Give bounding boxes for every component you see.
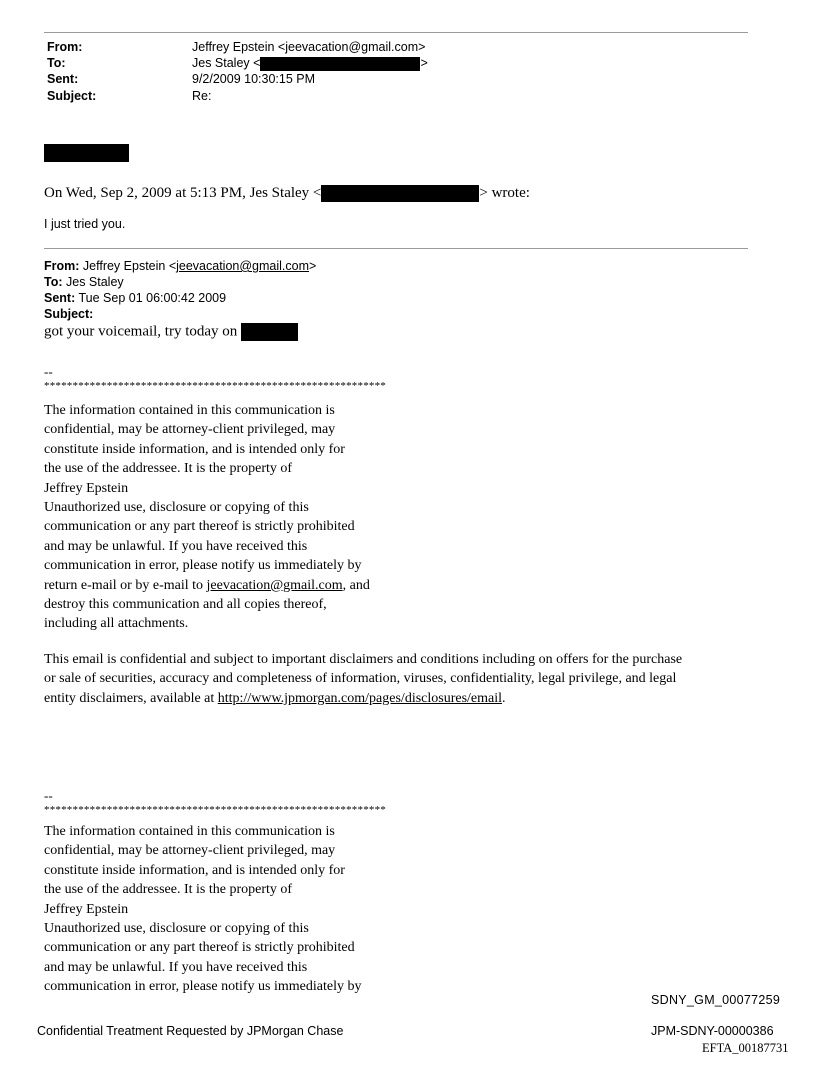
sig-stars: ************************************************************ xyxy=(44,380,386,392)
to-value xyxy=(192,56,428,71)
sig-stars: ************************************************************ xyxy=(44,804,386,816)
fwd-from-name: Jeffrey Epstein < xyxy=(79,259,177,273)
jpm-notice-line: This email is confidential and subject to important disclaimers and conditions including on offers for the purchase xyxy=(44,652,683,667)
redaction-box xyxy=(321,185,479,202)
to-suffix: > xyxy=(420,56,428,70)
fwd-from-email-link[interactable]: jeevacation@gmail.com xyxy=(176,259,310,273)
fwd-sent-label: Sent: xyxy=(44,291,76,305)
bates-sdny: SDNY_GM_00077259 xyxy=(651,993,781,1007)
from-label: From: xyxy=(47,40,83,54)
subject-value: Re: xyxy=(192,89,212,103)
disclaimer-line: Unauthorized use, disclosure or copying of this xyxy=(44,500,309,516)
fwd-from-label: From: xyxy=(44,259,80,273)
return-suffix: , and xyxy=(342,577,370,593)
disclaimer-line: Unauthorized use, disclosure or copying of this xyxy=(44,921,309,937)
fwd-sent xyxy=(44,291,226,306)
disclaimer-line: the use of the addressee. It is the property of xyxy=(44,461,293,477)
disclaimer-lines xyxy=(44,401,370,634)
reply-attribution xyxy=(44,185,530,202)
return-prefix: return e-mail or by e-mail to xyxy=(44,577,207,593)
fwd-subject-label: Subject: xyxy=(44,307,94,321)
jpm-disclosures-link[interactable]: http://www.jpmorgan.com/pages/disclosures/email xyxy=(217,690,503,706)
disclaimer-line: communication or any part thereof is strictly prohibited xyxy=(44,940,355,956)
disclaimer-line: constitute inside information, and is intended only for xyxy=(44,441,345,457)
top-divider xyxy=(44,32,748,33)
disclaimer-lines xyxy=(44,822,361,997)
disclaimer-line: Jeffrey Epstein xyxy=(44,480,129,496)
subject-label: Subject: xyxy=(47,89,97,103)
redaction-box xyxy=(260,57,420,71)
disclaimer-line: communication or any part thereof is strictly prohibited xyxy=(44,519,355,535)
fwd-sent-value: Tue Sep 01 06:00:42 2009 xyxy=(75,291,227,305)
fwd-to-label: To: xyxy=(44,275,63,289)
jpm-notice xyxy=(44,650,682,708)
fwd-from xyxy=(44,259,316,274)
reply-suffix: > wrote: xyxy=(479,185,530,201)
bates-efta: EFTA_00187731 xyxy=(702,1041,789,1055)
jpm-notice-prefix: entity disclaimers, available at xyxy=(44,690,218,706)
disclaimer-line: The information contained in this communication is xyxy=(44,824,335,839)
jpm-notice-line xyxy=(44,689,682,708)
jpm-notice-line: or sale of securities, accuracy and completeness of information, viruses, confidentiality, legal privilege, and legal xyxy=(44,671,677,687)
to-label: To: xyxy=(47,56,66,70)
disclaimer-line: and may be unlawful. If you have received this xyxy=(44,959,308,975)
disclaimer-line: confidential, may be attorney-client privileged, may xyxy=(44,843,336,859)
disclaimer-line: destroy this communication and all copies thereof, xyxy=(44,597,327,613)
sent-value: 9/2/2009 10:30:15 PM xyxy=(192,72,316,86)
bates-jpm: JPM-SDNY-00000386 xyxy=(651,1024,774,1038)
disclaimer-email-link[interactable]: jeevacation@gmail.com xyxy=(206,577,343,593)
disclaimer-return-line xyxy=(44,576,370,595)
sig-dashes: -- xyxy=(44,788,53,803)
disclaimer-line: confidential, may be attorney-client privileged, may xyxy=(44,422,336,438)
jpm-notice-suffix: . xyxy=(502,690,506,706)
fwd-subject xyxy=(44,307,93,322)
sig-dashes: -- xyxy=(44,364,53,379)
disclaimer-line: The information contained in this communication is xyxy=(44,403,335,418)
to-prefix: Jes Staley < xyxy=(192,56,261,70)
redaction-box xyxy=(241,323,298,341)
fwd-body xyxy=(44,323,298,341)
quote-divider xyxy=(44,248,748,249)
disclaimer-line: communication in error, please notify us immediately by xyxy=(44,979,362,995)
sent-label: Sent: xyxy=(47,72,79,86)
redaction-box xyxy=(44,144,129,162)
disclaimer-line: Jeffrey Epstein xyxy=(44,901,129,917)
disclaimer-line: constitute inside information, and is intended only for xyxy=(44,862,345,878)
confidential-notice: Confidential Treatment Requested by JPMorgan Chase xyxy=(37,1024,344,1038)
reply-prefix: On Wed, Sep 2, 2009 at 5:13 PM, Jes Staley < xyxy=(44,185,322,201)
fwd-to-value: Jes Staley xyxy=(62,275,124,289)
disclaimer-line: including all attachments. xyxy=(44,616,189,632)
disclaimer-line: and may be unlawful. If you have received this xyxy=(44,538,308,554)
reply-body: I just tried you. xyxy=(44,217,126,231)
from-value: Jeffrey Epstein <jeevacation@gmail.com> xyxy=(192,40,426,54)
fwd-from-end: > xyxy=(309,259,317,273)
fwd-body-text: got your voicemail, try today on xyxy=(44,323,238,340)
disclaimer-line: the use of the addressee. It is the property of xyxy=(44,882,293,898)
fwd-to xyxy=(44,275,124,290)
disclaimer-line: communication in error, please notify us immediately by xyxy=(44,558,362,574)
